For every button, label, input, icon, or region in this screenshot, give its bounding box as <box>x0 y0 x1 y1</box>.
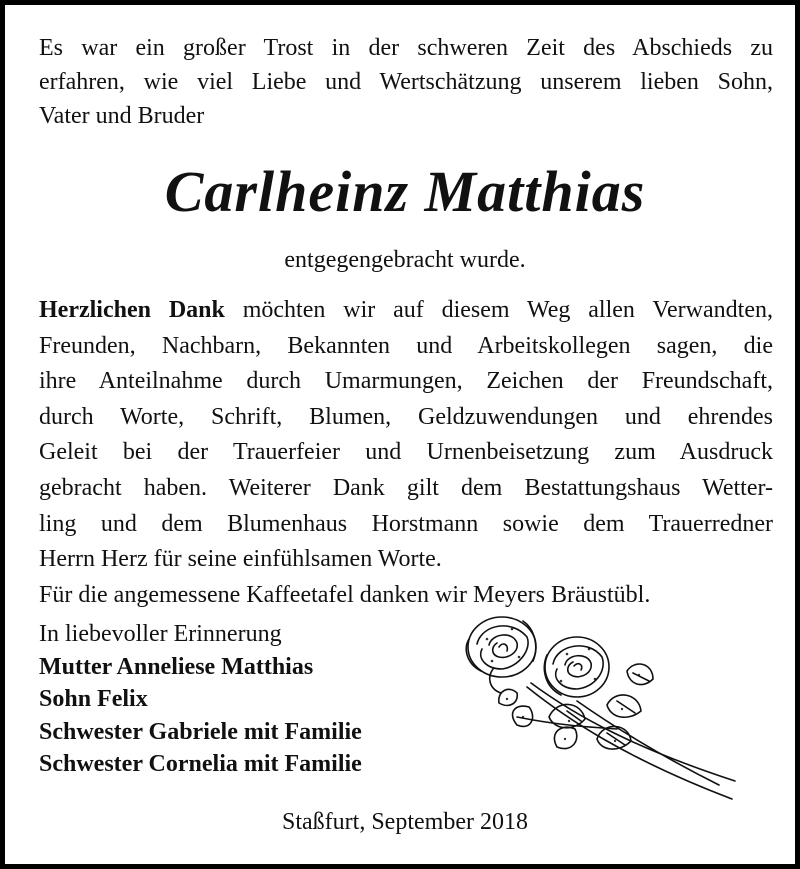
memory-block <box>39 618 459 781</box>
thanks-line: Herrn Herz für seine einfühlsamen Worte. <box>39 546 442 573</box>
intro-line: erfahren, wie viel Liebe und Wertschätzung unserem lieben Sohn, <box>39 69 773 95</box>
memory-label: In liebevoller Erinnerung <box>39 621 282 647</box>
thanks-line: Geleit bei der Trauerfeier und Urnenbeisetzung zum Ausdruck <box>39 439 773 466</box>
thanks-line: Freunden, Nachbarn, Bekannten und Arbeitskollegen sagen, die <box>39 332 773 359</box>
thanks-paragraph <box>39 293 773 613</box>
intro-line: Es war ein großer Trost in der schweren Zeit des Abschieds zu <box>39 35 773 61</box>
thanks-first-line-rest: möchten wir auf diesem Weg allen Verwandten, <box>224 297 773 323</box>
family-member: Mutter Anneliese Matthias <box>39 653 314 680</box>
intro-paragraph <box>39 31 773 133</box>
thanks-line: ihre Anteilnahme durch Umarmungen, Zeichen der Freundschaft, <box>39 368 773 395</box>
deceased-name: Carlheinz Matthias <box>164 159 646 224</box>
thanks-line: ling und dem Blumenhaus Horstmann sowie dem Trauerredner <box>39 510 773 537</box>
family-member: Schwester Gabriele mit Familie <box>39 718 362 745</box>
thanks-lead: Herzlichen Dank <box>39 297 225 323</box>
received-text: entgegengebracht wurde. <box>284 247 526 273</box>
place-date: Staßfurt, September 2018 <box>282 809 528 835</box>
intro-line: Vater und Bruder <box>39 103 205 129</box>
family-member: Sohn Felix <box>39 686 148 712</box>
thanks-line <box>39 293 773 329</box>
thanks-line: gebracht haben. Weiterer Dank gilt dem Bestattungshaus Wetter- <box>39 474 773 501</box>
roses-icon <box>457 609 747 805</box>
family-member: Schwester Cornelia mit Familie <box>39 751 362 777</box>
thanks-closing-line: Für die angemessene Kaffeetafel danken wir Meyers Bräustübl. <box>39 581 651 608</box>
thanks-line: durch Worte, Schrift, Blumen, Geldzuwendungen und ehrendes <box>39 403 773 430</box>
